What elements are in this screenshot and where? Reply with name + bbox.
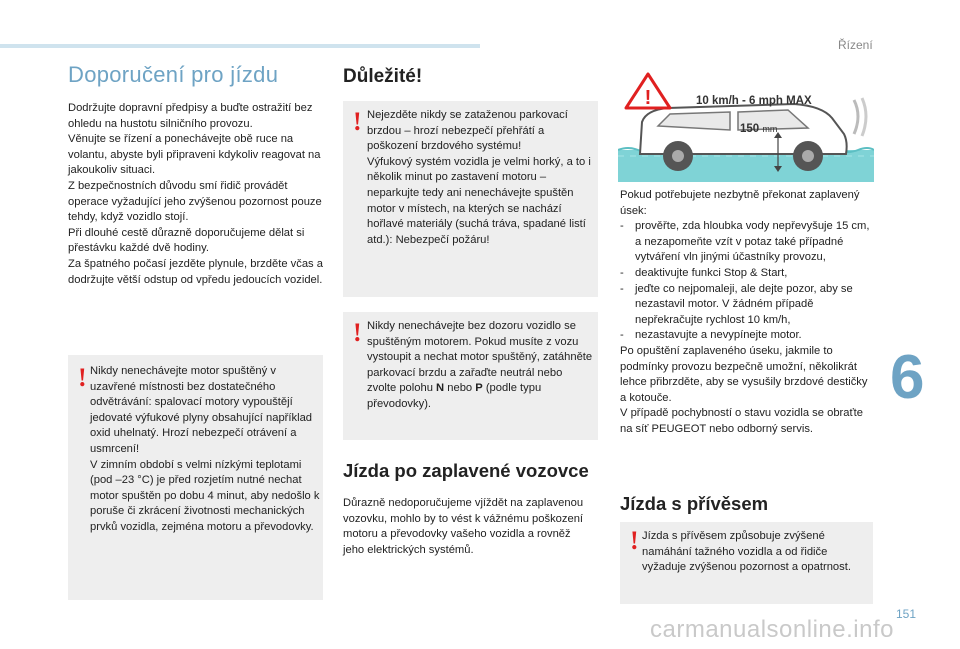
paragraph: V případě pochybností o stavu vozidla se obraťte na síť PEUGEOT nebo odborný servis.: [620, 407, 864, 435]
exclamation-icon: !: [78, 363, 87, 392]
paragraph: Dodržujte dopravní předpisy a buďte ostražití bez ohledu na hustotu silničního provozu.: [68, 102, 313, 130]
list-item-text: jeďte co nejpomaleji, ale dejte pozor, aby se nezastavil motor. V žádném případě nepřekračujte rychlost 10 km/h,: [635, 282, 853, 326]
warning-text-part: Nikdy nenechávejte bez dozoru vozidlo se spuštěným motorem. Pokud musíte z vozu vystoupit a nechat motor spuštěný, zatáhněte parkovací brzdu a zařaďte neutrál nebo zvolte polohu: [367, 320, 593, 395]
flood-heading: Jízda po zaplavené vozovce: [343, 460, 589, 481]
page-title: Doporučení pro jízdu: [68, 62, 279, 87]
warning-box-brake: [343, 101, 598, 297]
warning-text: [367, 319, 593, 413]
depth-label: [740, 123, 777, 135]
list-item-text: nezastavujte a nevypínejte motor.: [635, 329, 802, 342]
depth-value: 150: [740, 123, 760, 135]
exclamation-icon: !: [353, 318, 362, 347]
warning-box-trailer: [620, 522, 873, 604]
list-item: - deaktivujte funkci Stop & Start,: [620, 266, 788, 279]
trailer-heading: Jízda s přívěsem: [620, 493, 769, 514]
speed-label: 10 km/h - 6 mph MAX: [696, 95, 812, 107]
warning-text: Jízda s přívěsem způsobuje zvýšené namáhání tažného vozidla a od řidiče vyžaduje zvýšenou pozornost a opatrnost.: [642, 530, 851, 574]
list-item: - nezastavujte a nevypínejte motor.: [620, 329, 802, 342]
paragraph: Věnujte se řízení a ponechávejte obě ruce na volantu, abyste byli připraveni kdykoliv reagovat na jakoukoliv situaci.: [68, 133, 321, 177]
warning-box-engine: [68, 355, 323, 600]
warning-triangle-icon: [626, 74, 670, 109]
warning-paragraph: Výfukový systém vozidla je velmi horký, a to i několik minut po zastavení motoru – neparkujte tedy ani nenechávejte spuštěn motor v místech, na kterých se nachází hořlavé materiály (suchá tráva, spadané listí atd.): Nebezpečí požáru!: [367, 155, 591, 246]
chapter-number: 6: [890, 343, 925, 412]
flood-instructions: [620, 188, 875, 438]
warning-text-part: (podle typu převodovky).: [367, 382, 542, 410]
depth-unit: mm: [762, 124, 778, 134]
exclamation-icon: !: [353, 107, 362, 136]
chapter-tab: [876, 336, 960, 424]
list-item-text: deaktivujte funkci Stop & Start,: [635, 266, 788, 279]
gear-p: P: [475, 382, 483, 395]
warning-text-part: nebo: [444, 382, 476, 395]
watermark: carmanualsonline.info: [650, 616, 894, 643]
flood-text: Důrazně nedoporučujeme vjíždět na zaplavenou vozovku, mohlo by to vést k vážnému poškození motoru a převodovky vašeho vozidla a rovněž jeho elektrických systémů.: [343, 497, 584, 556]
list-item: - prověřte, zda hloubka vody nepřevyšuje 15 cm, a nezapomeňte vzít v potaz také případné vytváření vln jinými účastníky provozu,: [620, 220, 870, 264]
list-item: - jeďte co nejpomaleji, ale dejte pozor, aby se nezastavil motor. V žádném případě nepřekračujte rychlost 10 km/h,: [620, 282, 853, 326]
col1-body: [68, 101, 326, 288]
warning-text: [90, 364, 320, 536]
paragraph: Z bezpečnostních důvodu smí řidič provádět operace vyžadující jeho zvýšenou pozornost pouze tehdy, když vozidlo stojí.: [68, 179, 322, 224]
important-heading: Důležité!: [343, 66, 423, 87]
warning-text: [367, 108, 593, 248]
warning-paragraph: V zimním období s velmi nízkými teplotami (pod –23 °C) je před rozjetím nutné nechat motor spuštěn po dobu 4 minut, aby nedošlo k poruše či zkrácení životnosti mechanických prvků vozidla, zejména motoru a převodovky.: [90, 458, 320, 533]
paragraph: Při dlouhé cestě důrazně doporučujeme dělat si přestávku každé dvě hodiny.: [68, 226, 305, 255]
list-item-text: prověřte, zda hloubka vody nepřevyšuje 15 cm, a nezapomeňte vzít v potaz také případné vytváření vln jinými účastníky provozu,: [635, 220, 870, 264]
warning-box-unattended: [343, 312, 598, 440]
warning-paragraph: Nikdy nenechávejte motor spuštěný v uzavřené místnosti bez dostatečného odvětrávání: spalovací motory vypouštějí jedovaté výfukové plyny obsahující například oxid uhelnatý. Hrozí nebezpečí otrávení a usmrcení!: [90, 365, 313, 455]
intro-text: Pokud potřebujete nezbytně překonat zaplavený úsek:: [620, 189, 860, 217]
header-bar: [0, 44, 480, 48]
section-header: Řízení: [838, 38, 873, 52]
exclamation-icon: !: [630, 526, 639, 555]
warning-paragraph: Nejezděte nikdy se zataženou parkovací brzdou – hrozí nebezpečí přehřátí a poškození brzdového systému!: [367, 109, 568, 153]
page-number: 151: [896, 607, 917, 621]
paragraph: Po opuštění zaplaveného úseku, jakmile to podmínky provozu bezpečně umožní, několikrát lehce přibrzděte, aby se vysušily brzdové destičky a kotouče.: [620, 344, 868, 404]
paragraph: Za špatného počasí jezděte plynule, brzděte včas a dodržujte větší odstup od vpředu jedoucích vozidel.: [68, 257, 323, 286]
gear-n: N: [436, 382, 445, 395]
svg-text:!: !: [644, 87, 652, 109]
